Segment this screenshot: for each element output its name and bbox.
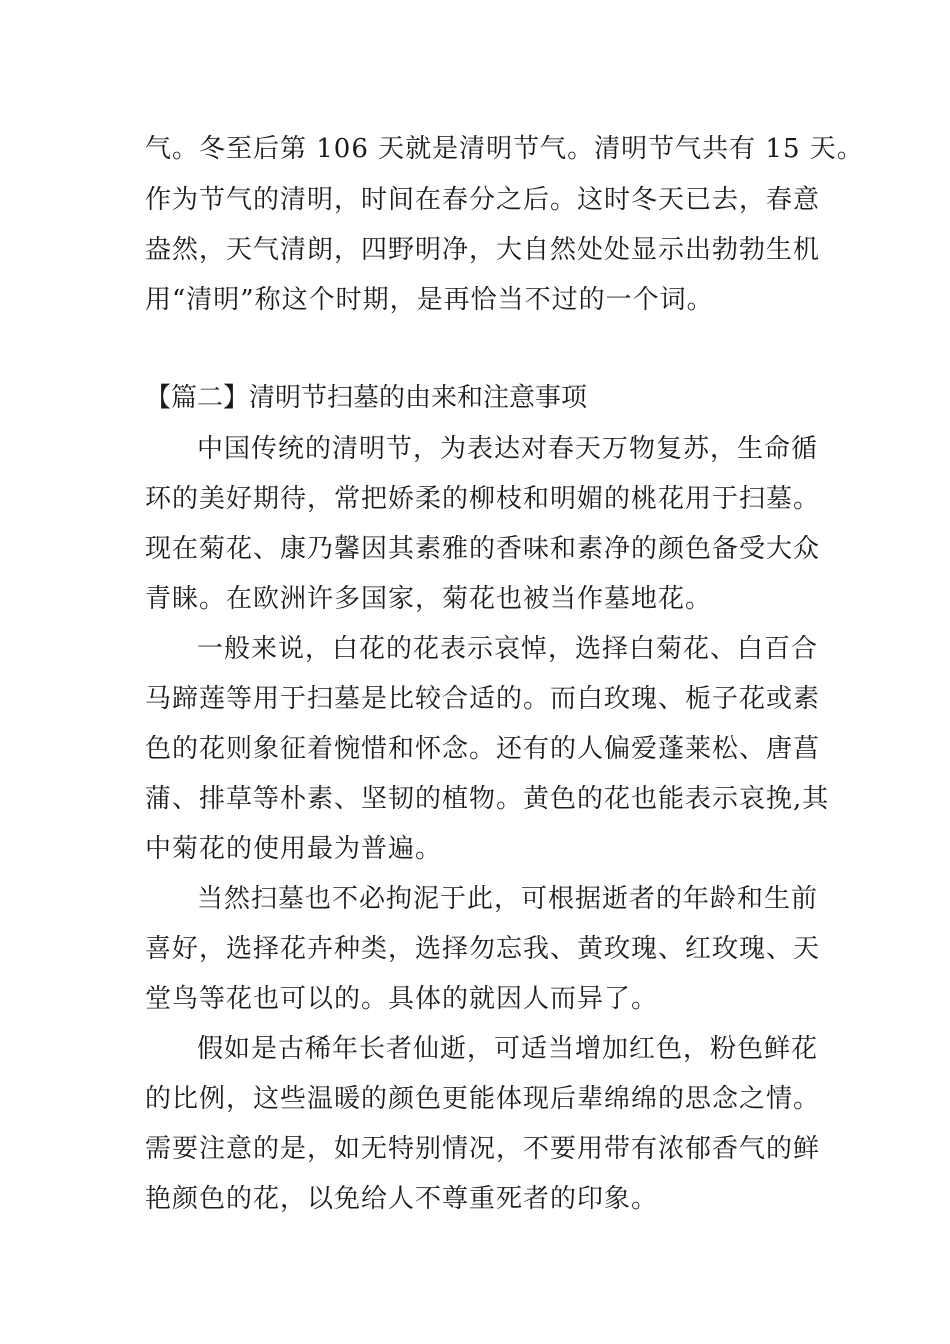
paragraph-3-line-1: 当然扫墓也不必拘泥于此，可根据逝者的年龄和生前 (197, 884, 819, 914)
paragraph-2-line-2: 马蹄莲等用于扫墓是比较合适的。而白玫瑰、栀子花或素 (145, 684, 821, 714)
paragraph-2-line-3: 色的花则象征着惋惜和怀念。还有的人偏爱蓬莱松、唐菖 (145, 734, 821, 764)
paragraph-3-line-2: 喜好，选择花卉种类，选择勿忘我、黄玫瑰、红玫瑰、天 (145, 934, 821, 964)
section-heading: 【篇二】清明节扫墓的由来和注意事项 (145, 383, 588, 413)
paragraph-1-line-1: 中国传统的清明节，为表达对春天万物复苏，生命循 (197, 434, 819, 464)
paragraph-4-line-3: 需要注意的是，如无特别情况，不要用带有浓郁香气的鲜 (145, 1134, 821, 1164)
intro-line-1: 气。冬至后第 106 天就是清明节气。清明节气共有 15 天。 (145, 134, 864, 164)
paragraph-1-line-4: 青睐。在欧洲许多国家，菊花也被当作墓地花。 (145, 584, 713, 614)
paragraph-4-line-2: 的比例，这些温暖的颜色更能体现后辈绵绵的思念之情。 (145, 1084, 821, 1114)
paragraph-1-line-2: 环的美好期待，常把娇柔的柳枝和明媚的桃花用于扫墓。 (145, 484, 821, 514)
paragraph-4-line-1: 假如是古稀年长者仙逝，可适当增加红色，粉色鲜花 (197, 1034, 819, 1064)
intro-line-2: 作为节气的清明，时间在春分之后。这时冬天已去，春意 (145, 185, 821, 215)
paragraph-1-line-3: 现在菊花、康乃馨因其素雅的香味和素净的颜色备受大众 (145, 534, 821, 564)
intro-line-3: 盎然，天气清朗，四野明净，大自然处处显示出勃勃生机 (145, 235, 821, 265)
paragraph-3-line-3: 堂鸟等花也可以的。具体的就因人而异了。 (145, 984, 659, 1014)
paragraph-2-line-4: 蒲、排草等朴素、坚韧的植物。黄色的花也能表示哀挽,其 (145, 784, 830, 814)
intro-line-4: 用“清明”称这个时期，是再恰当不过的一个词。 (145, 285, 714, 315)
paragraph-2-line-5: 中菊花的使用最为普遍。 (145, 834, 443, 864)
paragraph-2-line-1: 一般来说，白花的花表示哀悼，选择白菊花、白百合 (197, 634, 819, 664)
paragraph-4-line-4: 艳颜色的花，以免给人不尊重死者的印象。 (145, 1184, 659, 1214)
